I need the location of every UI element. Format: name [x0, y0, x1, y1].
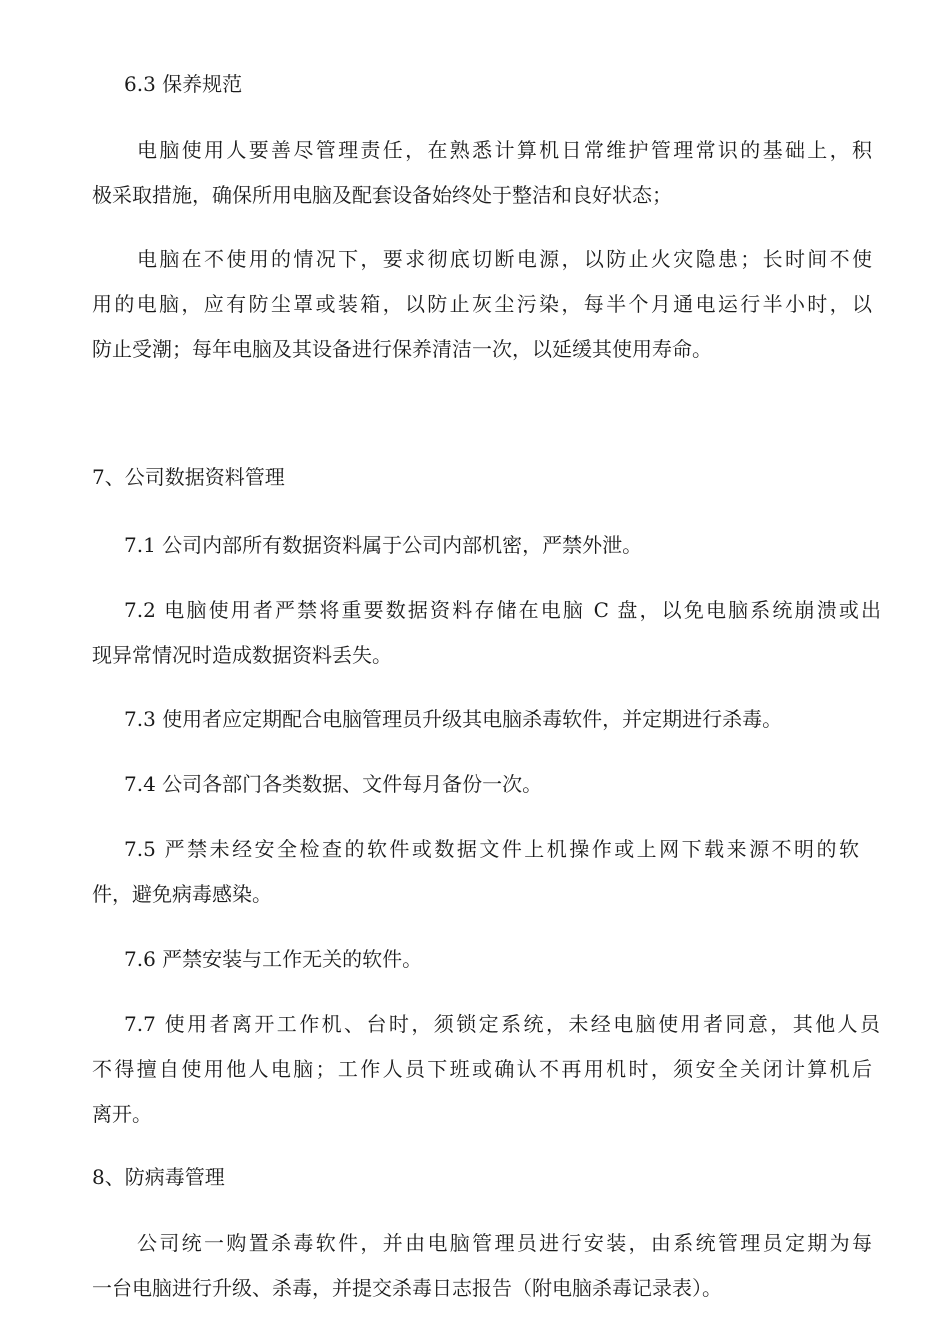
- section-6-3-para2-line1: 电脑在不使用的情况下，要求彻底切断电源，以防止火灾隐患；长时间不使: [137, 247, 872, 271]
- item-7-6: 7.6 严禁安装与工作无关的软件。: [124, 947, 423, 971]
- item-7-7-line3: 离开。: [92, 1102, 152, 1126]
- section-6-3-para1-line1: 电脑使用人要善尽管理责任，在熟悉计算机日常维护管理常识的基础上，积: [137, 138, 872, 162]
- section-6-3-para2-line2: 用的电脑，应有防尘罩或装箱，以防止灰尘污染，每半个月通电运行半小时，以: [92, 292, 872, 316]
- item-7-2-line1: 7.2 电脑使用者严禁将重要数据资料存储在电脑 C 盘，以免电脑系统崩溃或出: [124, 598, 881, 622]
- item-7-4: 7.4 公司各部门各类数据、文件每月备份一次。: [124, 772, 543, 796]
- item-7-5-line2: 件，避免病毒感染。: [92, 882, 272, 906]
- item-7-5-line1: 7.5 严禁未经安全检查的软件或数据文件上机操作或上网下载来源不明的软: [124, 837, 859, 861]
- section-8-para-line1: 公司统一购置杀毒软件，并由电脑管理员进行安装，由系统管理员定期为每: [137, 1231, 872, 1255]
- section-7-heading: 7、公司数据资料管理: [92, 465, 285, 489]
- item-7-7-line1: 7.7 使用者离开工作机、台时，须锁定系统，未经电脑使用者同意，其他人员: [124, 1012, 880, 1036]
- item-7-1: 7.1 公司内部所有数据资料属于公司内部机密，严禁外泄。: [124, 533, 643, 557]
- item-7-2-line2: 现异常情况时造成数据资料丢失。: [92, 643, 392, 667]
- section-6-3-heading: 6.3 保养规范: [124, 72, 243, 96]
- section-6-3-para1-line2: 极采取措施，确保所用电脑及配套设备始终处于整洁和良好状态；: [92, 183, 672, 207]
- item-7-3: 7.3 使用者应定期配合电脑管理员升级其电脑杀毒软件，并定期进行杀毒。: [124, 707, 783, 731]
- section-6-3-para2-line3: 防止受潮；每年电脑及其设备进行保养清洁一次，以延缓其使用寿命。: [92, 337, 712, 361]
- item-7-7-line2: 不得擅自使用他人电脑；工作人员下班或确认不再用机时，须安全关闭计算机后: [92, 1057, 872, 1081]
- section-8-para-line2: 一台电脑进行升级、杀毒，并提交杀毒日志报告（附电脑杀毒记录表）。: [92, 1276, 722, 1300]
- section-8-heading: 8、防病毒管理: [92, 1165, 225, 1189]
